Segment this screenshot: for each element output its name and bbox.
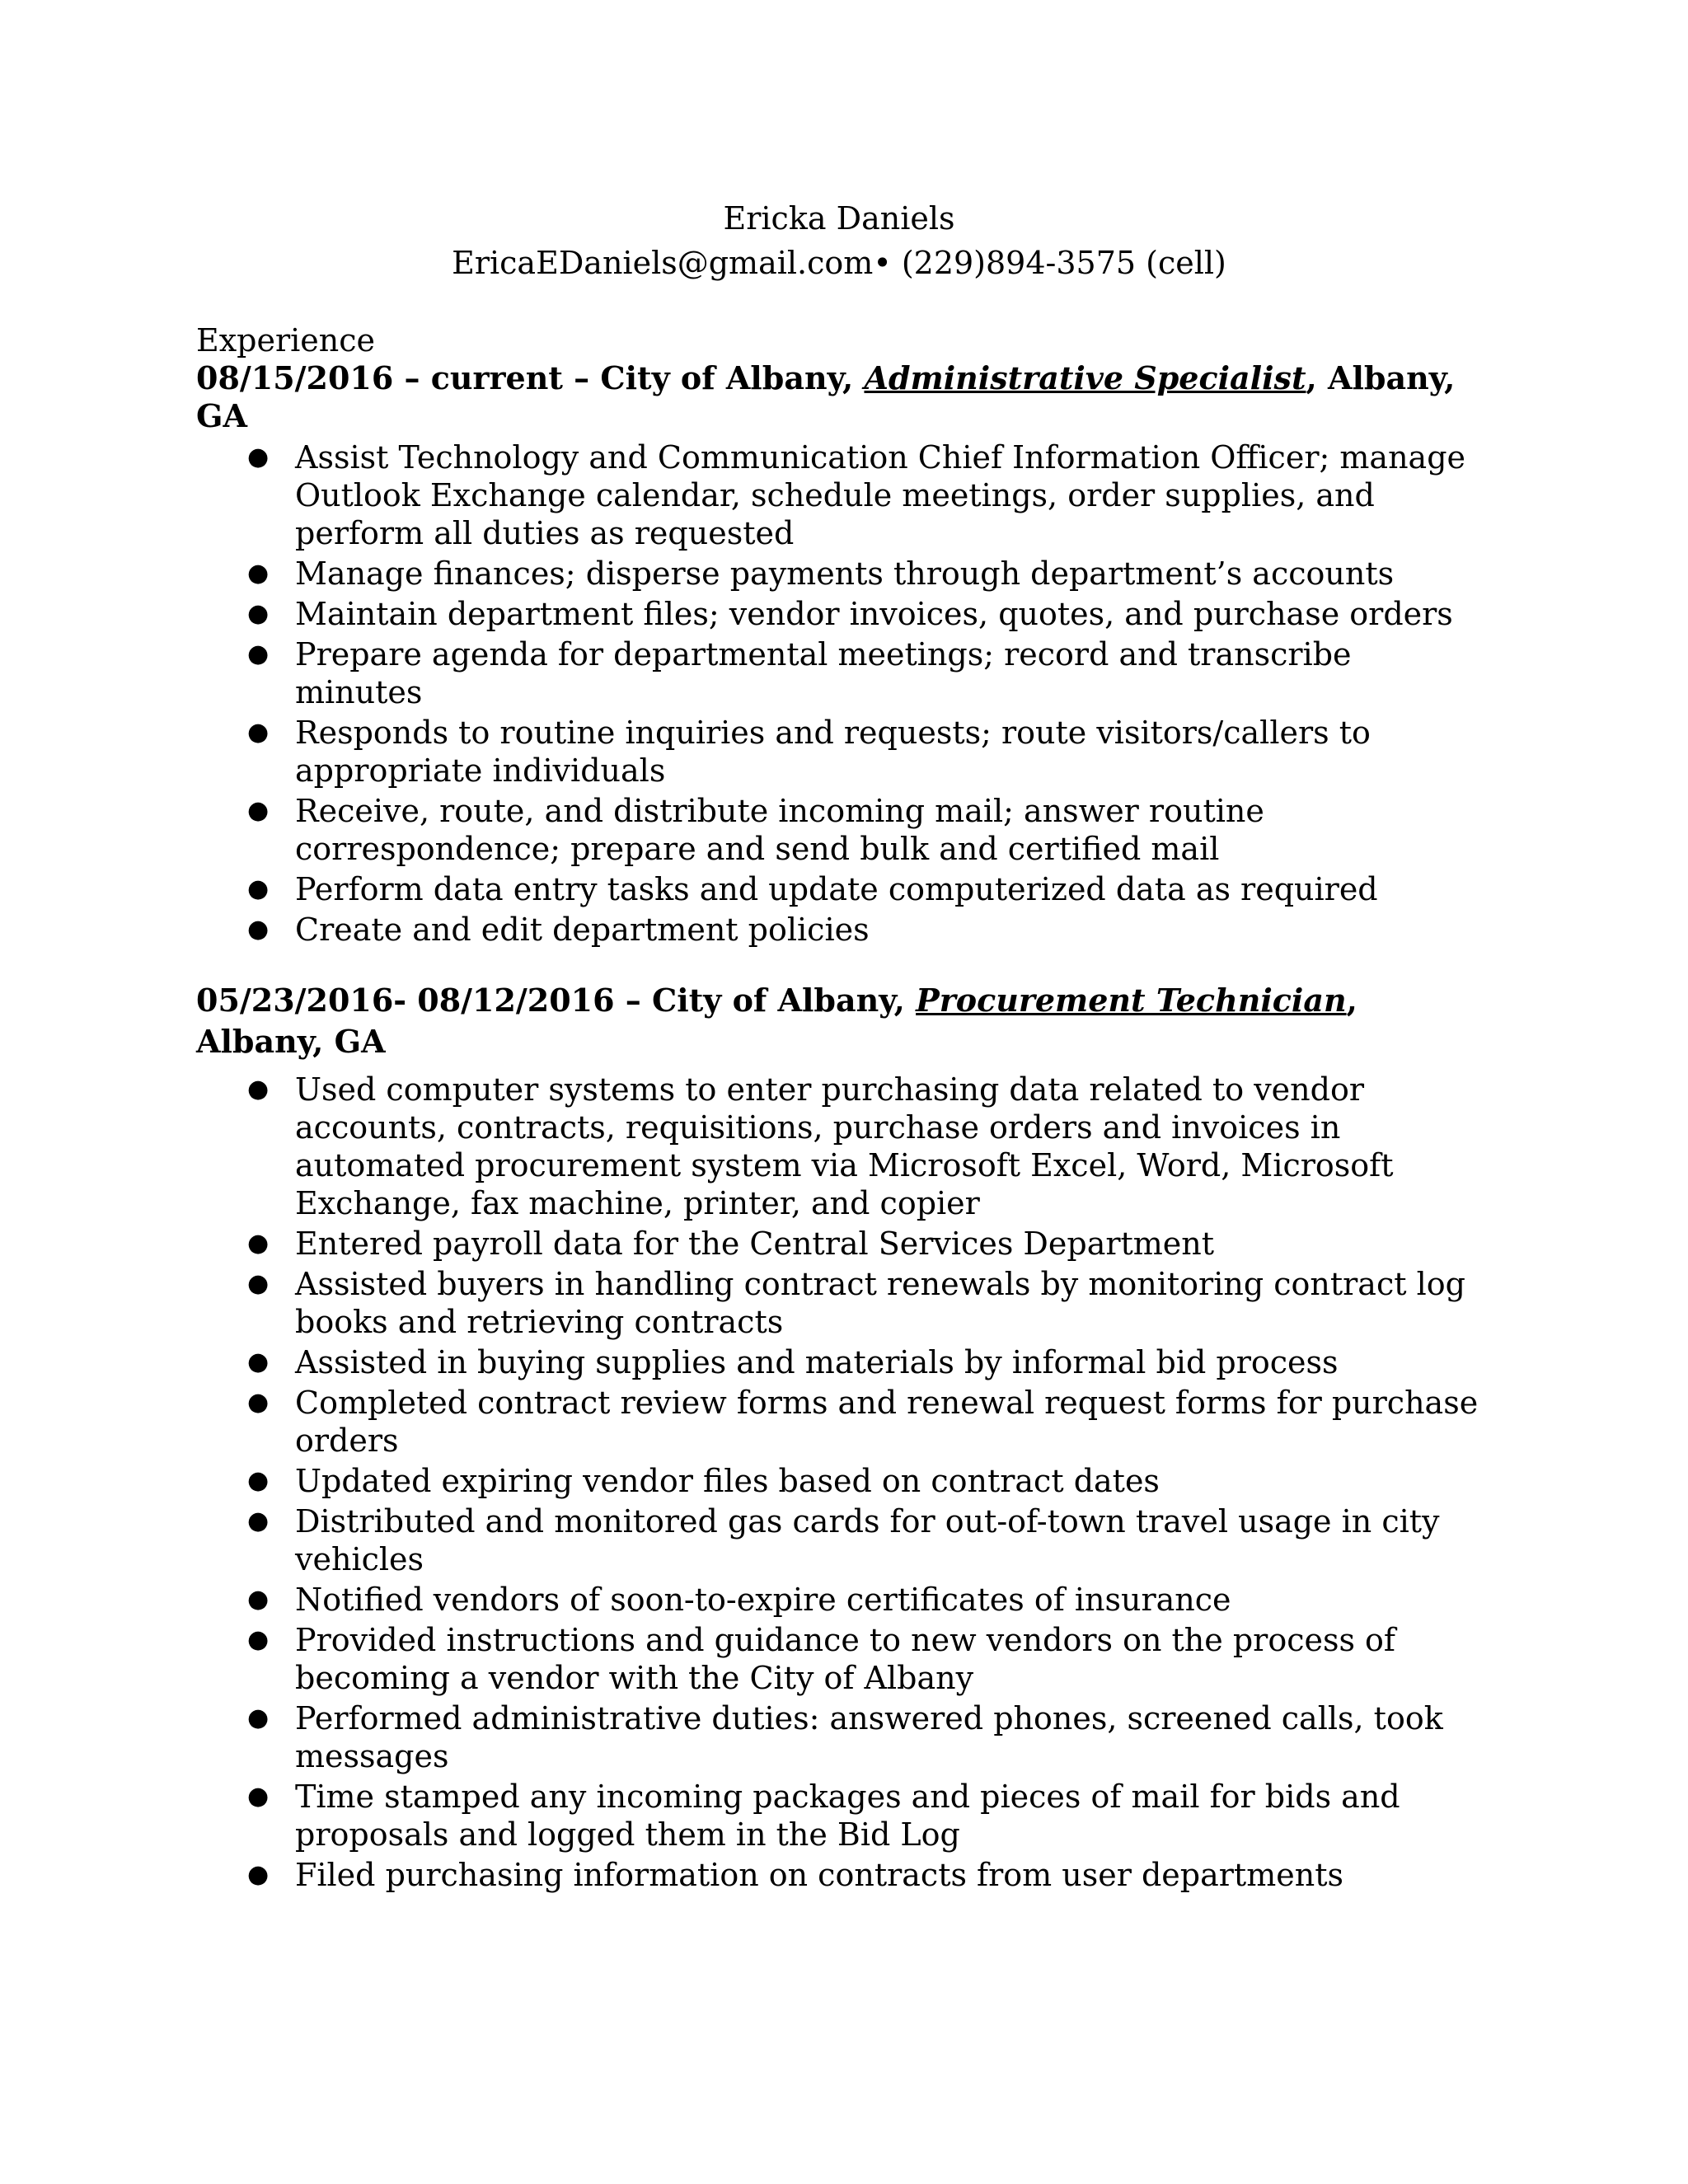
phone-text: (229)894-3575 (cell) <box>891 245 1226 281</box>
list-item-text: Prepare agenda for departmental meetings; record and transcribe minutes <box>295 636 1352 710</box>
list-item-text: Create and edit department policies <box>295 912 870 948</box>
list-item <box>196 1343 1482 1381</box>
list-item-text: Entered payroll data for the Central Services Department <box>295 1226 1215 1262</box>
bullet-dot: ● <box>247 1704 270 1732</box>
resume-header <box>196 196 1482 285</box>
list-item-text: Used computer systems to enter purchasing data related to vendor accounts, contracts, requisitions, purchase orders and invoices in automated procurement system via Microsoft Excel, Word, Microsoft Exchange, fax machine, printer, and copier <box>295 1071 1394 1221</box>
list-item-text: Assist Technology and Communication Chief Information Officer; manage Outlook Exchange calendar, schedule meetings, order supplies, and perform all duties as requested <box>295 439 1466 551</box>
bullet-dot: ● <box>247 1347 270 1376</box>
list-item <box>196 1856 1482 1894</box>
bullet-dot: ● <box>247 1075 270 1104</box>
bullet-dot: ● <box>247 1507 270 1535</box>
list-item <box>196 1778 1482 1854</box>
list-item-text: Responds to routine inquiries and requests; route visitors/callers to appropriate individuals <box>295 715 1371 789</box>
bullet-dot: ● <box>247 1229 270 1258</box>
list-item-text: Perform data entry tasks and update computerized data as required <box>295 871 1378 907</box>
job-dates-org: 08/15/2016 – current – City of Albany, <box>196 359 865 396</box>
list-item <box>196 635 1482 711</box>
list-item-text: Notified vendors of soon-to-expire certificates of insurance <box>295 1582 1231 1618</box>
bullet-dot: ● <box>247 599 270 628</box>
list-item <box>196 1225 1482 1263</box>
bullet-dot: ● <box>247 1585 270 1614</box>
resume-page <box>196 196 1482 1896</box>
job-location: , Albany, GA <box>196 982 1357 1060</box>
list-item <box>196 870 1482 908</box>
candidate-name: Ericka Daniels <box>723 200 955 237</box>
bullet-dot: ● <box>247 915 270 944</box>
bullet-dot: ● <box>247 1388 270 1417</box>
job-dates-org: 05/23/2016- 08/12/2016 – City of Albany, <box>196 982 917 1019</box>
list-item-text: Completed contract review forms and renewal request forms for purchase orders <box>295 1385 1479 1459</box>
bullet-dot: ● <box>247 1625 270 1654</box>
list-item <box>196 911 1482 949</box>
list-item <box>196 1581 1482 1619</box>
list-item <box>196 1265 1482 1341</box>
list-item-text: Time stamped any incoming packages and pieces of mail for bids and proposals and logged them in the Bid Log <box>295 1779 1400 1853</box>
bullet-dot: ● <box>247 1466 270 1495</box>
job-2-duties-list <box>196 1071 1482 1894</box>
list-item-text: Filed purchasing information on contracts from user departments <box>295 1857 1343 1893</box>
list-item <box>196 714 1482 790</box>
bullet-dot: ● <box>247 718 270 747</box>
bullet-dot: ● <box>247 874 270 903</box>
bullet-dot: ● <box>247 640 270 668</box>
email-text: EricaEDaniels@gmail.com <box>452 245 874 281</box>
list-item <box>196 438 1482 552</box>
bullet-dot: ● <box>247 1269 270 1298</box>
contact-line <box>196 241 1482 285</box>
list-item-text: Assisted buyers in handling contract renewals by monitoring contract log books and retrieving contracts <box>295 1266 1465 1340</box>
list-item <box>196 555 1482 593</box>
list-item <box>196 1384 1482 1460</box>
bullet-dot: ● <box>247 1860 270 1889</box>
list-item-text: Provided instructions and guidance to new vendors on the process of becoming a vendor with the City of Albany <box>295 1622 1395 1696</box>
list-item <box>196 1699 1482 1775</box>
list-item-text: Updated expiring vendor files based on contract dates <box>295 1463 1160 1499</box>
job-title: Procurement Technician <box>916 982 1347 1019</box>
list-item-text: Receive, route, and distribute incoming mail; answer routine correspondence; prepare and send bulk and certified mail <box>295 793 1264 867</box>
list-item-text: Manage finances; disperse payments through department’s accounts <box>295 555 1395 592</box>
list-item <box>196 595 1482 633</box>
bullet-dot: ● <box>247 796 270 825</box>
list-item <box>196 792 1482 868</box>
job-1-duties-list <box>196 438 1482 949</box>
section-title-experience: Experience <box>196 322 376 359</box>
list-item-text: Distributed and monitored gas cards for out-of-town travel usage in city vehicles <box>295 1503 1440 1577</box>
job-heading-2 <box>196 980 1482 1062</box>
bullet-dot: ● <box>247 559 270 588</box>
bullet-dot: ● <box>247 1782 270 1811</box>
list-item <box>196 1502 1482 1578</box>
list-item-text: Performed administrative duties: answered phones, screened calls, took messages <box>295 1700 1443 1774</box>
job-location: , Albany, GA <box>196 359 1456 434</box>
list-item <box>196 1462 1482 1500</box>
job-title: Administrative Specialist <box>864 359 1306 396</box>
bullet-dot: ● <box>247 443 270 471</box>
list-item-text: Assisted in buying supplies and materials by informal bid process <box>295 1344 1339 1380</box>
list-item <box>196 1621 1482 1697</box>
separator-bullet: • <box>873 245 892 281</box>
list-item-text: Maintain department files; vendor invoices, quotes, and purchase orders <box>295 596 1453 632</box>
list-item <box>196 1071 1482 1222</box>
job-heading-1 <box>196 359 1482 435</box>
